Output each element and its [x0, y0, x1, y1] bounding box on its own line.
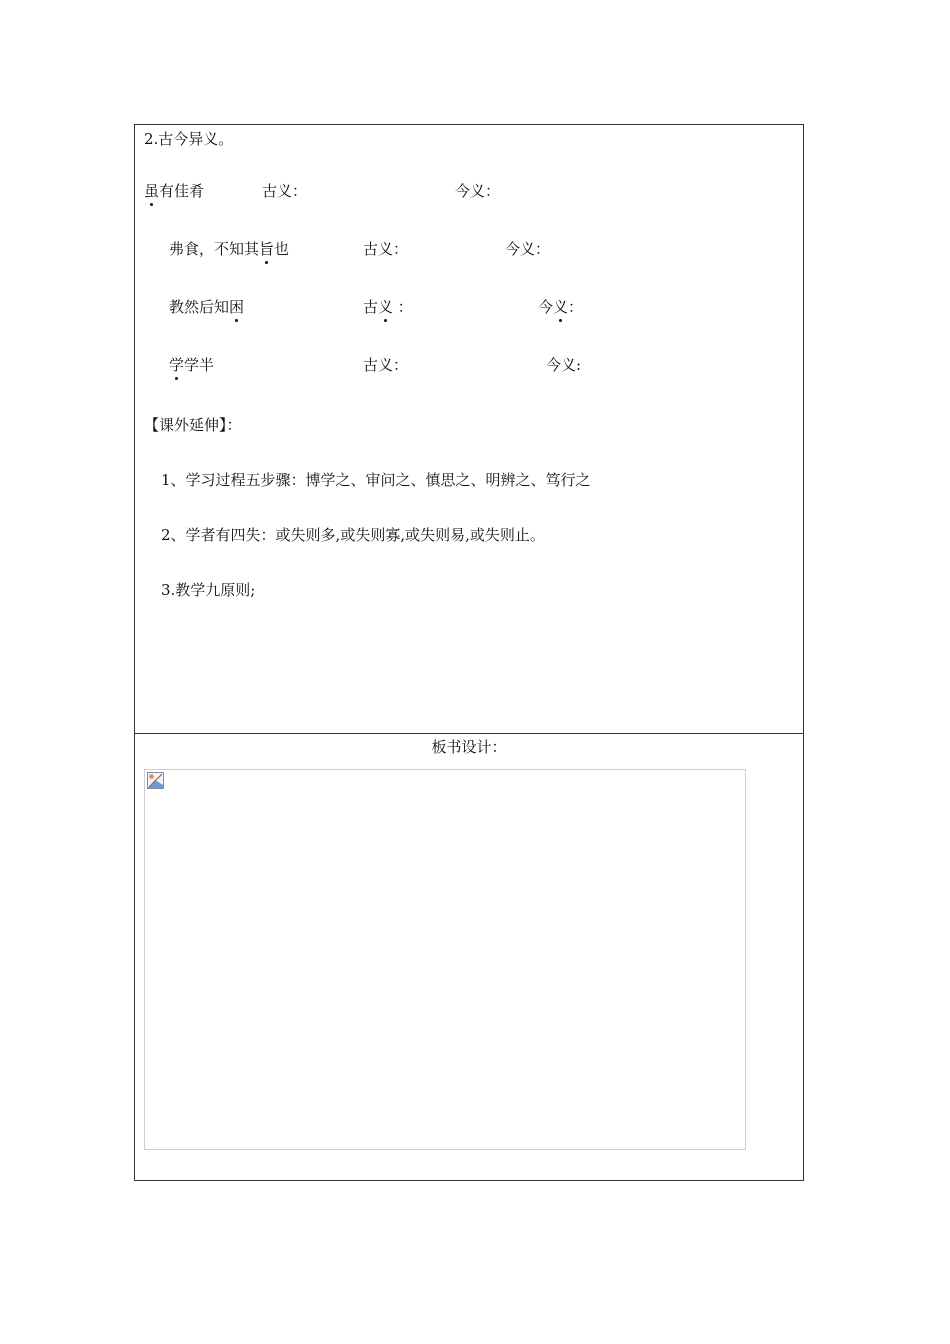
gujin-phrase-4: 学学半: [169, 356, 215, 374]
gujin-jin-3: 今义：: [538, 298, 584, 316]
emphasis-dot: 义: [378, 298, 394, 316]
extension-item-3: 3.教学九原则;: [161, 581, 256, 599]
gujin-jin-4: 今义:: [546, 356, 582, 374]
extension-item-1: 1、学习过程五步骤：博学之、审问之、慎思之、明辨之、笃行之: [161, 471, 591, 489]
board-design-image: [144, 769, 746, 1150]
gujin-phrase-2: 弗食，不知其旨也: [169, 240, 290, 258]
gujin-heading: 2.古今异义。: [144, 130, 234, 148]
gujin-phrase-1: 虽有佳肴: [144, 182, 205, 200]
broken-image-icon: [147, 772, 164, 789]
gujin-jin-2: 今义：: [505, 240, 551, 258]
emphasis-dot: 虽: [144, 182, 160, 200]
gujin-gu-3: 古义 ：: [363, 298, 413, 316]
gujin-jin-1: 今义：: [455, 182, 501, 200]
emphasis-dot: 困: [229, 298, 245, 316]
emphasis-dot: 旨: [259, 240, 275, 258]
extension-heading: 【课外延伸】：: [144, 416, 242, 434]
gujin-gu-1: 古义：: [262, 182, 308, 200]
board-design-title: 板书设计：: [431, 738, 507, 756]
gujin-gu-2: 古义：: [363, 240, 409, 258]
emphasis-dot: 学: [169, 356, 185, 374]
top-cell: [134, 124, 804, 734]
board-design-cell: [134, 733, 804, 1181]
emphasis-dot: 义: [553, 298, 569, 316]
extension-item-2: 2、学者有四失：或失则多,或失则寡,或失则易,或失则止。: [161, 526, 545, 544]
gujin-phrase-3: 教然后知困: [169, 298, 245, 316]
gujin-gu-4: 古义：: [363, 356, 409, 374]
